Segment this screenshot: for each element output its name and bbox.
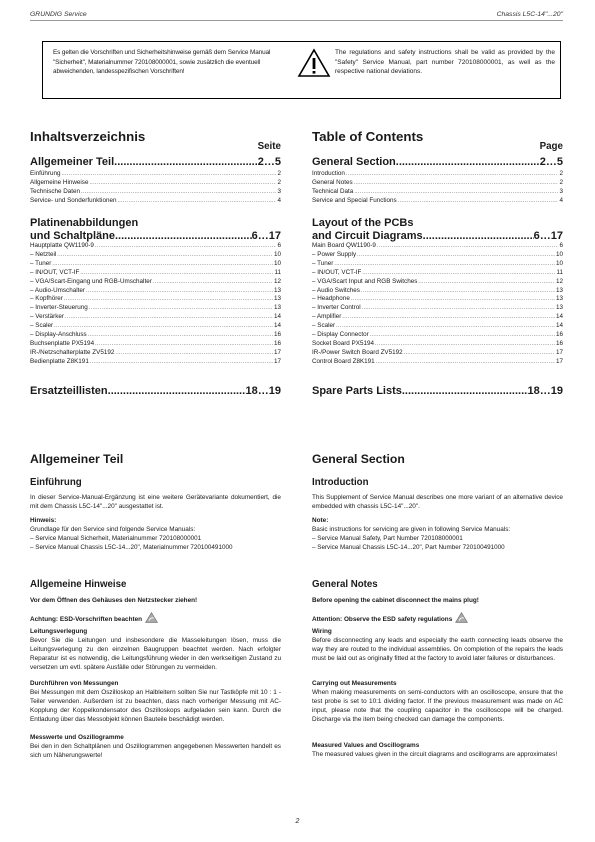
paragraph-heading: Leitungsverlegung: [30, 628, 88, 635]
toc-entry-page: 12: [555, 277, 563, 285]
toc-entry-page: 14: [555, 313, 563, 321]
toc-section-pages: 18…19: [527, 385, 563, 397]
bold-notice-esd: [30, 612, 158, 623]
toc-entry-page: 17: [273, 357, 281, 365]
toc-entry-title: Control Board Z8K191: [312, 357, 375, 365]
toc-leader-dots: [89, 179, 276, 188]
toc-leader-dots: [80, 269, 273, 278]
toc-leader-dots: [404, 349, 555, 358]
bold-notice-text: Achtung: ESD-Vorschriften beachten: [30, 616, 143, 623]
toc-page-label: Seite: [257, 141, 281, 152]
toc-entry[interactable]: [30, 358, 281, 367]
toc-section-general[interactable]: [312, 156, 563, 168]
toc-entries: [312, 170, 563, 206]
toc-entry-title: – Scaler: [30, 322, 54, 330]
toc-leader-dots: [61, 170, 276, 179]
toc-entry[interactable]: [312, 188, 563, 197]
toc-leader-dots: [334, 260, 555, 269]
toc-section-pages: 18…19: [245, 385, 281, 397]
toc-leader-dots: [354, 188, 558, 197]
bold-notice-esd: [312, 612, 468, 623]
list-item: – Service Manual Chassis L5C-14...20", Materialnummer 720100491000: [30, 543, 233, 551]
toc-entry-page: 13: [555, 295, 563, 303]
toc-entry-page: 2: [277, 178, 281, 186]
paragraph: Bei Messungen mit dem Oszilloskop an Halbleitern sollten Sie nur Tastköpfe mit 10 : 1 - Teiler verwenden. Außerdem ist zu beachten, dass nach vorheriger Messung mit AC-Kopplung der Koppelkondensator des Oszilloskops aufgeladen sein kann. Durch die Entladung über das Messobjekt können Bauteile beschädigt werden.: [30, 689, 281, 723]
toc-leader-dots: [336, 322, 555, 331]
toc-entry-page: 11: [556, 268, 563, 276]
toc-entry[interactable]: [312, 349, 563, 358]
toc-entry[interactable]: [30, 242, 281, 251]
safety-warning-box: [42, 41, 561, 99]
toc-entry[interactable]: [312, 358, 563, 367]
toc-leader-dots: [351, 295, 555, 304]
toc-entry-title: – Tuner: [30, 259, 52, 267]
toc-entry[interactable]: [30, 278, 281, 287]
toc-leader-dots: [375, 340, 555, 349]
bold-notice: Before opening the cabinet disconnect the mains plug!: [312, 597, 479, 604]
paragraph-heading: Messwerte und Oszillogramme: [30, 734, 124, 741]
section-heading: Allgemeiner Teil: [30, 452, 124, 466]
toc-leader-dots: [376, 358, 555, 367]
toc-entry[interactable]: [30, 349, 281, 358]
toc-leader-dots: [65, 313, 273, 322]
toc-section-pages: 2…5: [539, 156, 563, 168]
esd-warning-icon: [145, 612, 158, 623]
toc-entry-page: 13: [273, 304, 281, 312]
paragraph-heading: Carrying out Measurements: [312, 680, 397, 687]
toc-entry-page: 10: [555, 250, 563, 258]
toc-leader-dots: [52, 260, 273, 269]
section-heading: General Section: [312, 452, 405, 466]
toc-entry[interactable]: [30, 170, 281, 179]
toc-entry-page: 16: [555, 339, 563, 347]
toc-entry-title: Socket Board PX5194: [312, 339, 374, 347]
toc-entry[interactable]: [312, 251, 563, 260]
toc-leader-dots: [418, 278, 555, 287]
toc-entry-page: 4: [277, 196, 281, 204]
warning-text-en: The regulations and safety instructions shall be valid as provided by the "Safety" Service Manual, part number 720108000001, as well as the respective national deviations.: [335, 49, 555, 76]
toc-section-spare-parts[interactable]: [312, 385, 563, 397]
toc-section-pages: 6…17: [533, 230, 563, 242]
toc-entry-title: – IN/OUT, VCT-IF: [312, 268, 362, 276]
toc-section-title: General Section: [312, 156, 396, 168]
toc-entry-page: 16: [273, 331, 281, 339]
toc-leader-dots: [57, 251, 273, 260]
paragraph-heading: Durchführen von Messungen: [30, 680, 119, 687]
list-item: – Service Manual Chassis L5C-14...20", Part Number 720100491000: [312, 543, 505, 551]
note-label: Hinweis:: [30, 517, 57, 524]
toc-entry-page: 12: [273, 277, 281, 285]
toc-entry-page: 11: [274, 268, 281, 276]
toc-entries: [30, 242, 281, 367]
toc-leader-dots: [370, 331, 555, 340]
toc-entry-page: 17: [555, 357, 563, 365]
paragraph: The measured values given in the circuit diagrams and oscillograms are approximates!: [312, 751, 558, 758]
toc-entry-title: Technical Data: [312, 187, 354, 195]
toc-entry-title: Buchsenplatte PX5194: [30, 339, 95, 347]
toc-entry-title: Main Board QW1190-9: [312, 242, 376, 249]
toc-leader-dots: [95, 242, 277, 251]
toc-entry[interactable]: [30, 179, 281, 188]
toc-entry-title: – Display-Anschluss: [30, 331, 87, 339]
note-label: Note:: [312, 517, 329, 524]
toc-entry-page: 14: [273, 322, 281, 330]
toc-leader-dots: [115, 349, 273, 358]
toc-entry-title: Technische Daten: [30, 187, 81, 195]
toc-entry-title: – Amplifier: [312, 313, 342, 321]
toc-entry-page: 3: [559, 187, 563, 195]
toc-section-title: Allgemeiner Teil: [30, 156, 115, 168]
toc-entry[interactable]: [312, 269, 563, 278]
toc-leader-dots: [362, 269, 555, 278]
esd-warning-icon: [455, 612, 468, 623]
toc-entry[interactable]: [30, 295, 281, 304]
paragraph-heading: Measured Values and Oscillograms: [312, 742, 420, 749]
toc-section-pcb[interactable]: [30, 230, 281, 242]
toc-title: Table of Contents: [312, 129, 424, 144]
toc-entry-page: 17: [273, 348, 281, 356]
toc-entry-page: 13: [555, 304, 563, 312]
toc-entry-title: – Verstärker: [30, 313, 64, 321]
toc-section-title: und Schaltpläne: [30, 230, 115, 242]
toc-entry[interactable]: [30, 287, 281, 296]
toc-leader-dots: [81, 188, 276, 197]
subsection-heading: Allgemeine Hinweise: [30, 579, 127, 590]
page-number: 2: [295, 818, 300, 825]
toc-entry-page: 17: [555, 348, 563, 356]
toc-entry-page: 6: [277, 242, 281, 249]
toc-entry-title: – Power Supply: [312, 250, 357, 258]
toc-entry[interactable]: [30, 331, 281, 340]
toc-entry[interactable]: [312, 331, 563, 340]
toc-entry-title: Service- und Sonderfunktionen: [30, 196, 117, 204]
toc-entry-title: General Notes: [312, 178, 353, 186]
toc-entry-page: 2: [559, 178, 563, 186]
toc-leader-dots: [95, 340, 273, 349]
toc-entry-title: – Netzteil: [30, 250, 57, 258]
toc-page-label: Page: [539, 141, 563, 152]
toc-entry[interactable]: [30, 340, 281, 349]
toc-entry-title: – Display Connector: [312, 331, 369, 339]
toc-leader-dots: [346, 170, 559, 179]
toc-section-pcb-line1: Layout of the PCBs: [312, 217, 414, 229]
toc-leader-dots: [117, 197, 276, 206]
toc-section-pcb-line1: Platinenabbildungen: [30, 217, 139, 229]
list-item: – Service Manual Sicherheit, Materialnummer 720108000001: [30, 535, 202, 542]
toc-entry-title: – Inverter-Steuerung: [30, 304, 88, 312]
toc-entry-title: IR-/Power Switch Board ZV5192: [312, 348, 403, 356]
header-brand: GRUNDIG Service: [30, 11, 87, 18]
header-chassis: Chassis L5C-14"...20": [496, 11, 563, 18]
toc-entry[interactable]: [312, 170, 563, 179]
toc-entry[interactable]: [30, 251, 281, 260]
toc-entry-title: – Kopfhörer: [30, 295, 63, 303]
toc-entry-title: Allgemeine Hinweise: [30, 178, 89, 186]
warning-text-de: Es gelten die Vorschriften und Sicherheitshinweise gemäß dem Service Manual "Sicherheit", Materialnummer 720108000001, sowie zusätzlich die eventuell abweichenden, landesspezifischen Vorschriften!: [53, 49, 271, 76]
toc-entry-title: – IN/OUT, VCT-IF: [30, 268, 80, 276]
toc-leader-dots: [88, 331, 273, 340]
toc-entry-title: Bedienplatte Z8K191: [30, 357, 89, 365]
toc-section-title: Ersatzteillisten: [30, 385, 108, 397]
toc-entry[interactable]: [312, 278, 563, 287]
list-item: – Service Manual Safety, Part Number 720108000001: [312, 535, 463, 542]
paragraph: This Supplement of Service Manual describes one more variant of an alternative device embedded with chassis L5C-14"...20".: [312, 494, 563, 510]
toc-entry-page: 4: [559, 196, 563, 204]
toc-section-title: Spare Parts Lists: [312, 385, 402, 397]
toc-entry-title: – Tuner: [312, 259, 334, 267]
toc-leader-dots: [362, 304, 555, 313]
toc-entry[interactable]: [312, 304, 563, 313]
page-header: [30, 7, 563, 21]
exclamation-triangle-icon: [297, 48, 331, 78]
toc-leader-dots: [153, 278, 273, 287]
toc-leader-dots: [89, 304, 273, 313]
toc-entry[interactable]: [312, 287, 563, 296]
toc-entry-page: 10: [555, 259, 563, 267]
toc-entry[interactable]: [312, 295, 563, 304]
toc-entry-page: 10: [273, 250, 281, 258]
toc-title: Inhaltsverzeichnis: [30, 129, 146, 144]
toc-entries: [30, 170, 281, 206]
paragraph: In dieser Service-Manual-Ergänzung ist eine weitere Gerätevariante dokumentiert, die mit dem Chassis L5C-14"...20" ausgestattet ist.: [30, 494, 281, 510]
toc-entry-title: – Audio Switches: [312, 286, 360, 294]
toc-entry[interactable]: [30, 260, 281, 269]
toc-entry-page: 3: [277, 187, 281, 195]
toc-leader-dots: [398, 197, 559, 206]
toc-entry[interactable]: [312, 179, 563, 188]
toc-entry-page: 13: [273, 295, 281, 303]
toc-section-pages: 2…5: [257, 156, 281, 168]
bold-notice: Vor dem Öffnen des Gehäuses den Netzstecker ziehen!: [30, 597, 198, 604]
toc-leader-dots: [64, 295, 273, 304]
toc-entry[interactable]: [312, 313, 563, 322]
toc-entry-page: 2: [559, 170, 563, 177]
toc-leader-dots: [377, 242, 559, 251]
toc-entry-title: Introduction: [312, 170, 345, 177]
toc-entry[interactable]: [312, 322, 563, 331]
paragraph: Bei den in den Schaltplänen und Oszillogrammen angegebenen Messwerten handelt es sich um Näherungswerte!: [30, 743, 281, 759]
toc-entry-title: – Scaler: [312, 322, 336, 330]
paragraph: When making measurements on semi-conductors with an oscilloscope, ensure that the test probe is set to 10:1 dividing factor. If the previous measurement was made on AC input, please note that the coupling capacitor in the oscilloscope will be charged. Discharge via the item being checked can damage the components.: [312, 689, 563, 723]
toc-section-title: and Circuit Diagrams: [312, 230, 423, 242]
toc-entry-page: 2: [277, 170, 281, 177]
toc-section-pcb[interactable]: [312, 230, 563, 242]
toc-leader-dots: [90, 358, 273, 367]
toc-entry-title: IR-/Netzschalterplatte ZV5192: [30, 348, 115, 356]
paragraph: Grundlage für den Service sind folgende Service Manuals:: [30, 526, 196, 533]
subsection-heading: Einführung: [30, 477, 82, 488]
toc-entry-title: Service and Special Functions: [312, 196, 397, 204]
toc-entry-title: – VGA/Scart Input and RGB Switches: [312, 277, 418, 285]
toc-entry[interactable]: [312, 197, 563, 206]
toc-entry-title: Hauptplatte QW1190-9: [30, 242, 94, 249]
toc-entry-title: – Audio-Umschalter: [30, 286, 85, 294]
toc-leader-dots: [357, 251, 555, 260]
toc-entry-page: 13: [555, 286, 563, 294]
toc-entry[interactable]: [312, 242, 563, 251]
toc-entry-title: – VGA/Scart-Eingang und RGB-Umschalter: [30, 277, 152, 285]
toc-entry-page: 16: [555, 331, 563, 339]
toc-entry[interactable]: [30, 304, 281, 313]
toc-entry-page: 14: [555, 322, 563, 330]
paragraph: Bevor Sie die Leitungen und insbesondere die Masseleitungen lösen, muss die Leitungsverlegung zu den einzelnen Baugruppen beachtet werden. Nach erfolgter Reparatur ist es notwendig, die Leitungsführung wieder in den werkseitigen Zustand zu versetzen um evtl. spätere Ausfälle oder Störungen zu vermeiden.: [30, 637, 281, 671]
toc-leader-dots: [86, 287, 273, 296]
toc-entry-page: 16: [273, 339, 281, 347]
bullet-list: [312, 535, 563, 553]
toc-entry[interactable]: [30, 313, 281, 322]
toc-entries: [312, 242, 563, 367]
subsection-heading: General Notes: [312, 579, 378, 590]
toc-section-pages: 6…17: [251, 230, 281, 242]
toc-entry-page: 13: [273, 286, 281, 294]
toc-entry[interactable]: [30, 269, 281, 278]
toc-leader-dots: [354, 179, 559, 188]
toc-entry-page: 10: [273, 259, 281, 267]
paragraph-heading: Wiring: [312, 628, 332, 635]
toc-entry[interactable]: [30, 322, 281, 331]
toc-entry[interactable]: [312, 260, 563, 269]
toc-entry-title: – Inverter Control: [312, 304, 361, 312]
toc-leader-dots: [54, 322, 273, 331]
toc-leader-dots: [342, 313, 555, 322]
toc-section-general[interactable]: [30, 156, 281, 168]
paragraph: Basic instructions for servicing are given in following Service Manuals:: [312, 526, 511, 533]
toc-entry-page: 6: [559, 242, 563, 249]
bold-notice-text: Attention: Observe the ESD safety regulations: [312, 616, 453, 623]
bullet-list: [30, 535, 281, 553]
toc-entry-title: Einführung: [30, 170, 61, 177]
toc-entry[interactable]: [312, 340, 563, 349]
toc-section-spare-parts[interactable]: [30, 385, 281, 397]
toc-entry-title: – Headphone: [312, 295, 350, 303]
toc-entry[interactable]: [30, 197, 281, 206]
toc-entry-page: 14: [273, 313, 281, 321]
toc-leader-dots: [361, 287, 555, 296]
toc-entry[interactable]: [30, 188, 281, 197]
subsection-heading: Introduction: [312, 477, 369, 488]
paragraph: Before disconnecting any leads and especially the earth connecting leads observe the way they are routed to the individual assemblies. On completion of the repairs the leads must be laid out as originally fitted at the factory to avoid later failures or disturbances.: [312, 637, 563, 662]
